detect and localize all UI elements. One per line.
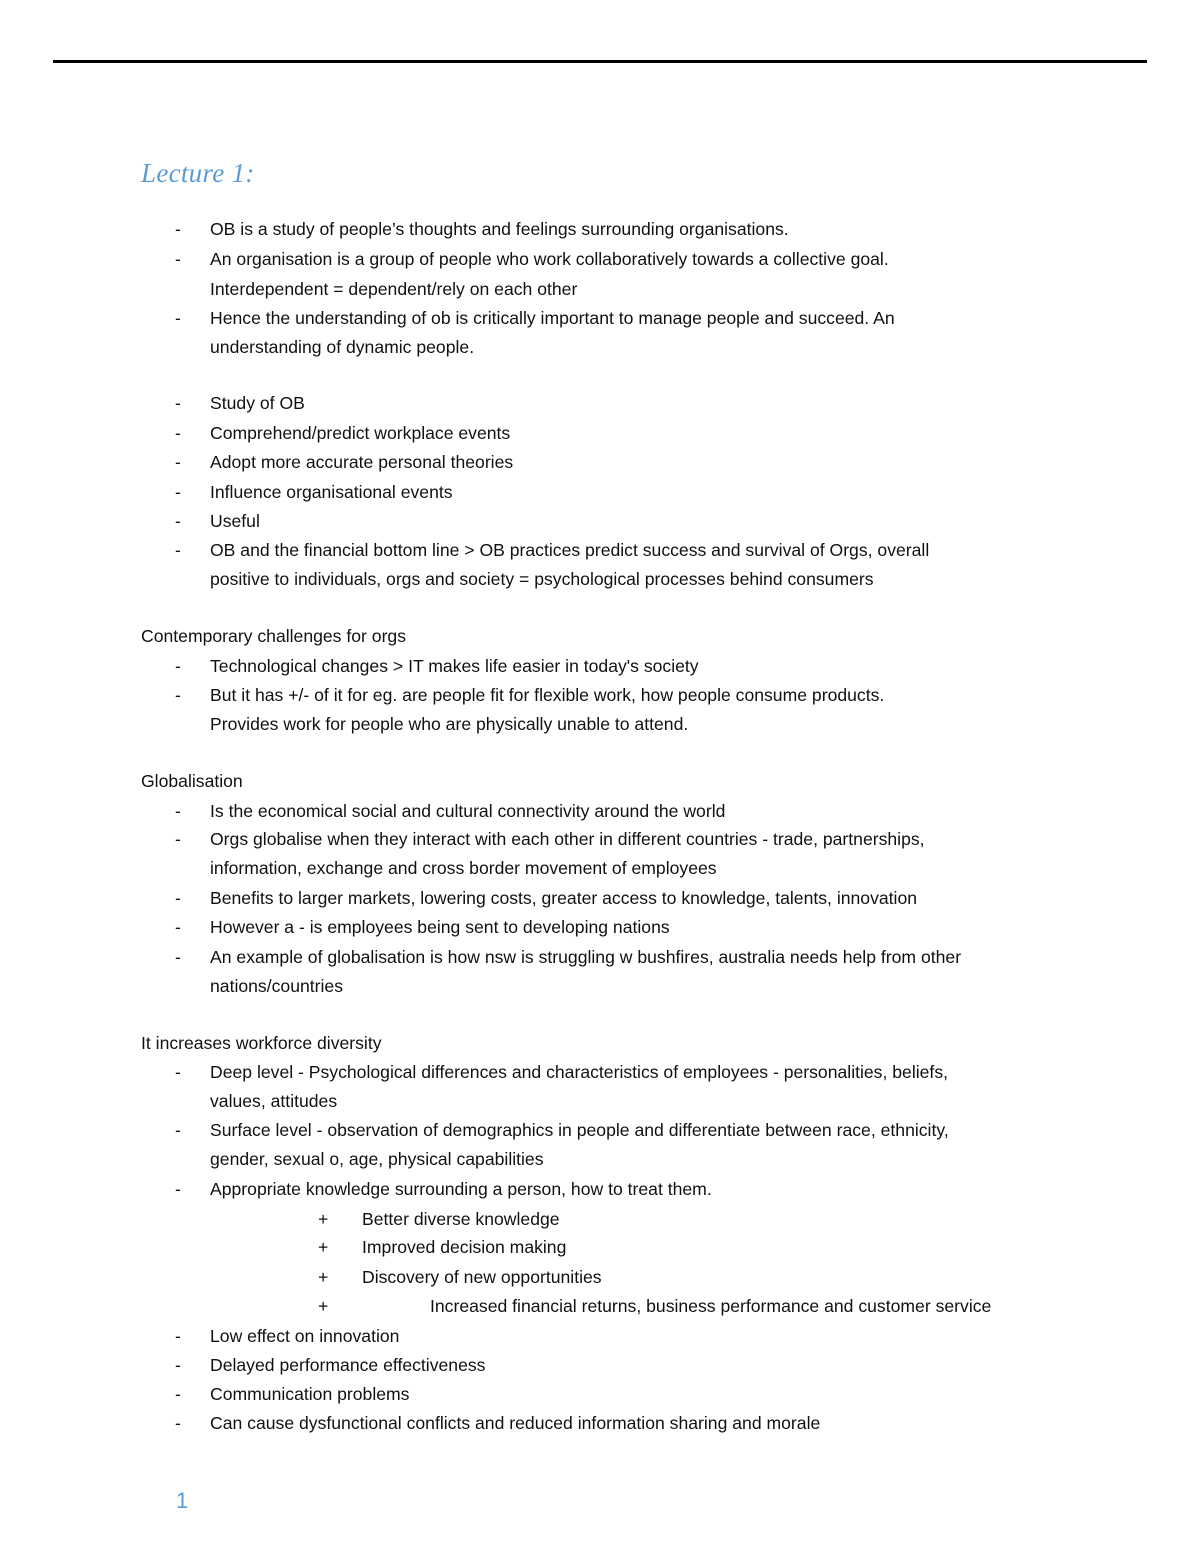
bullet-line: But it has +/- of it for eg. are people fit for flexible work, how people consume products. bbox=[210, 685, 885, 705]
bullet-dash-icon: - bbox=[175, 1384, 181, 1404]
bullet-line: nations/countries bbox=[210, 976, 344, 996]
bullet-line: An example of globalisation is how nsw is struggling w bushfires, australia needs help from other bbox=[210, 947, 962, 967]
bullet-line: An organisation is a group of people who work collaboratively towards a collective goal. bbox=[210, 249, 889, 269]
bullet-dash-icon: - bbox=[175, 308, 181, 328]
bullet-line: Low effect on innovation bbox=[210, 1326, 400, 1346]
bullet-line: Study of OB bbox=[210, 393, 305, 413]
bullet-dash-icon: - bbox=[175, 219, 181, 239]
plus-bullet-icon: + bbox=[318, 1296, 329, 1316]
bullet-line: Delayed performance effectiveness bbox=[210, 1355, 486, 1375]
header-rule bbox=[53, 60, 1147, 63]
bullet-line: Can cause dysfunctional conflicts and reduced information sharing and morale bbox=[210, 1413, 821, 1433]
plus-item: Increased financial returns, business performance and customer service bbox=[430, 1296, 992, 1316]
bullet-line: Orgs globalise when they interact with each other in different countries - trade, partnerships, bbox=[210, 829, 925, 849]
bullet-dash-icon: - bbox=[175, 947, 181, 967]
bullet-line: understanding of dynamic people. bbox=[210, 337, 475, 357]
bullet-line: Adopt more accurate personal theories bbox=[210, 452, 514, 472]
bullet-dash-icon: - bbox=[175, 540, 181, 560]
bullet-line: Appropriate knowledge surrounding a person, how to treat them. bbox=[210, 1179, 712, 1199]
section-heading: Globalisation bbox=[141, 771, 243, 791]
bullet-line: Technological changes > IT makes life easier in today's society bbox=[210, 656, 699, 676]
bullet-line: information, exchange and cross border movement of employees bbox=[210, 858, 717, 878]
bullet-dash-icon: - bbox=[175, 1413, 181, 1433]
bullet-line: However a - is employees being sent to developing nations bbox=[210, 917, 670, 937]
bullet-dash-icon: - bbox=[175, 1062, 181, 1082]
bullet-dash-icon: - bbox=[175, 656, 181, 676]
page-title: Lecture 1: bbox=[141, 158, 255, 188]
bullet-line: Influence organisational events bbox=[210, 482, 453, 502]
plus-bullet-icon: + bbox=[318, 1209, 329, 1229]
section-heading: Contemporary challenges for orgs bbox=[141, 626, 407, 646]
bullet-dash-icon: - bbox=[175, 1179, 181, 1199]
bullet-line: Comprehend/predict workplace events bbox=[210, 423, 511, 443]
plus-bullet-icon: + bbox=[318, 1267, 329, 1287]
bullet-dash-icon: - bbox=[175, 1326, 181, 1346]
bullet-line: positive to individuals, orgs and society = psychological processes behind consumers bbox=[210, 569, 874, 589]
bullet-dash-icon: - bbox=[175, 423, 181, 443]
section-heading: It increases workforce diversity bbox=[141, 1033, 382, 1053]
bullet-dash-icon: - bbox=[175, 829, 181, 849]
bullet-line: values, attitudes bbox=[210, 1091, 338, 1111]
bullet-line: Interdependent = dependent/rely on each other bbox=[210, 279, 578, 299]
bullet-line: Deep level - Psychological differences and characteristics of employees - personalities, beliefs, bbox=[210, 1062, 949, 1082]
plus-item: Better diverse knowledge bbox=[362, 1209, 560, 1229]
bullet-line: OB is a study of people’s thoughts and feelings surrounding organisations. bbox=[210, 219, 789, 239]
plus-item: Improved decision making bbox=[362, 1237, 567, 1257]
bullet-line: Is the economical social and cultural connectivity around the world bbox=[210, 801, 726, 821]
plus-item: Discovery of new opportunities bbox=[362, 1267, 602, 1287]
bullet-line: Surface level - observation of demographics in people and differentiate between race, ethnicity, bbox=[210, 1120, 949, 1140]
bullet-line: Benefits to larger markets, lowering costs, greater access to knowledge, talents, innovation bbox=[210, 888, 918, 908]
bullet-line: gender, sexual o, age, physical capabilities bbox=[210, 1149, 544, 1169]
bullet-dash-icon: - bbox=[175, 801, 181, 821]
plus-bullet-icon: + bbox=[318, 1237, 329, 1257]
bullet-dash-icon: - bbox=[175, 1355, 181, 1375]
bullet-dash-icon: - bbox=[175, 888, 181, 908]
bullet-line: Hence the understanding of ob is critically important to manage people and succeed. An bbox=[210, 308, 895, 328]
bullet-dash-icon: - bbox=[175, 511, 181, 531]
bullet-dash-icon: - bbox=[175, 917, 181, 937]
bullet-line: Provides work for people who are physically unable to attend. bbox=[210, 714, 689, 734]
bullet-line: OB and the financial bottom line > OB practices predict success and survival of Orgs, overall bbox=[210, 540, 930, 560]
bullet-dash-icon: - bbox=[175, 249, 181, 269]
bullet-line: Useful bbox=[210, 511, 260, 531]
bullet-dash-icon: - bbox=[175, 685, 181, 705]
bullet-dash-icon: - bbox=[175, 482, 181, 502]
bullet-dash-icon: - bbox=[175, 452, 181, 472]
bullet-dash-icon: - bbox=[175, 1120, 181, 1140]
bullet-dash-icon: - bbox=[175, 393, 181, 413]
page-number: 1 bbox=[176, 1488, 189, 1513]
bullet-line: Communication problems bbox=[210, 1384, 410, 1404]
